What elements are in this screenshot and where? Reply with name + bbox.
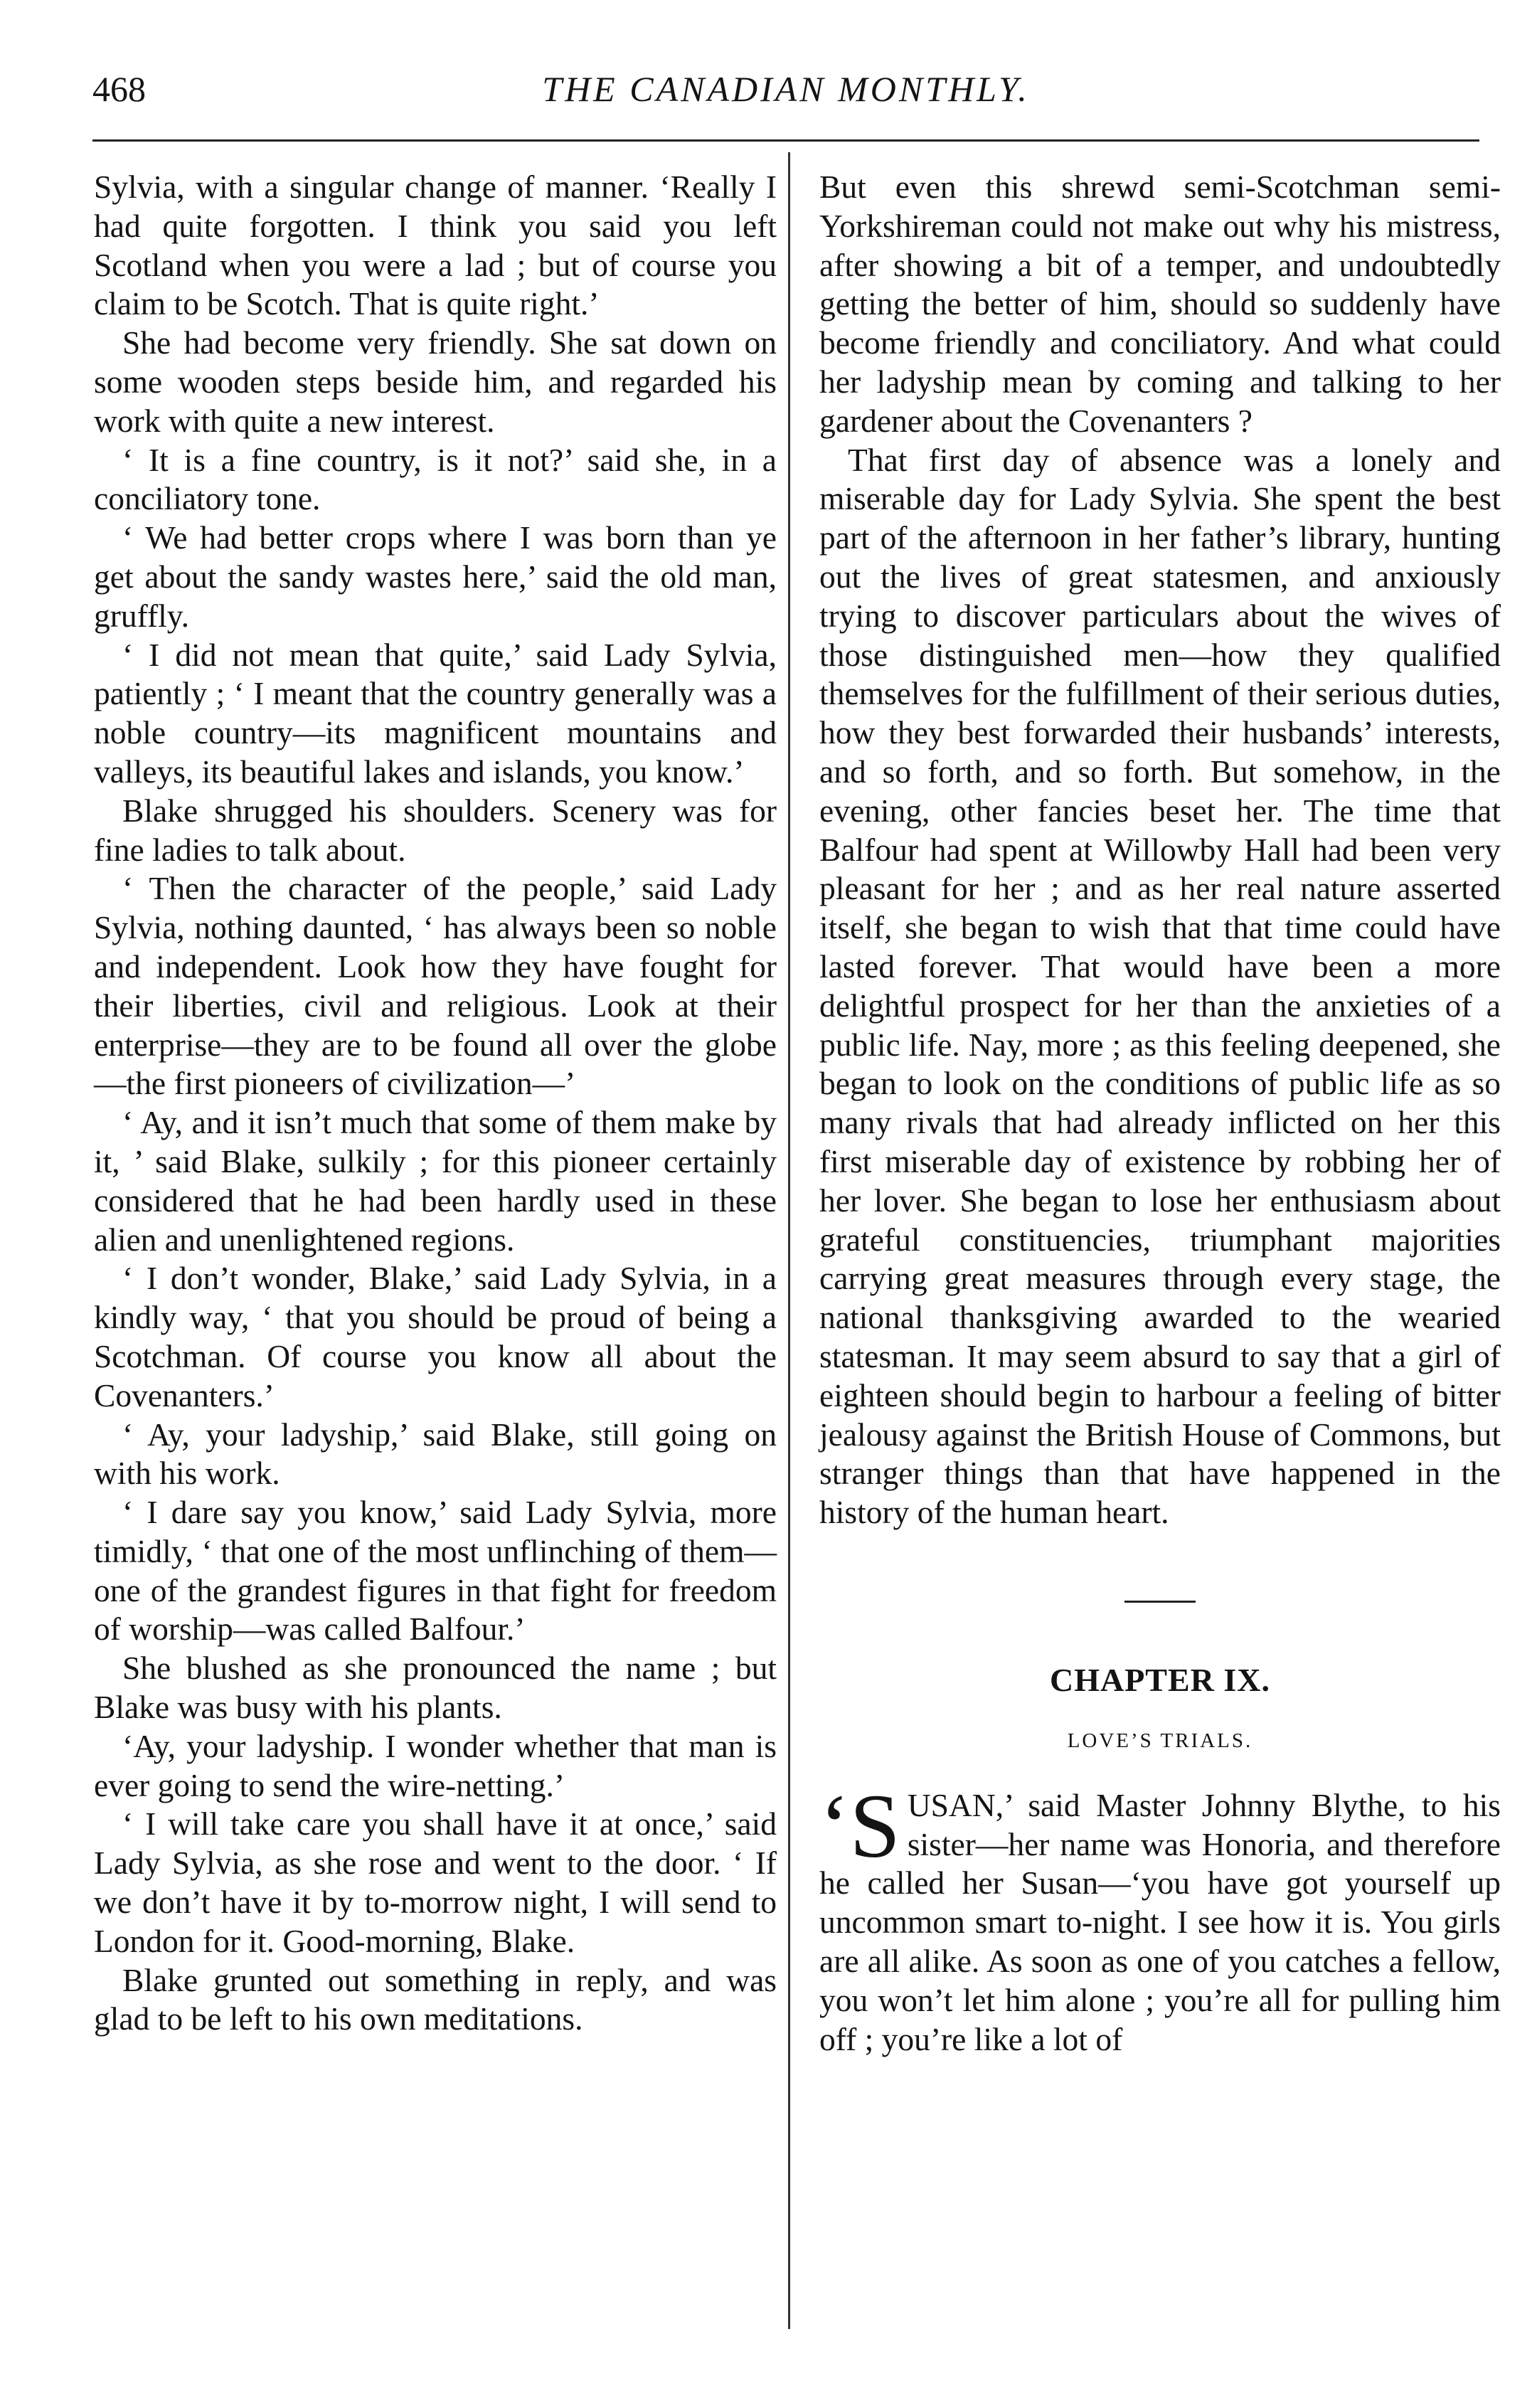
paragraph: ‘ Ay, and it isn’t much that some of them make by it, ’ said Blake, sulkily ; for this pioneer certainly considered that he had been hardly used in these alien and unenlightened regions.: [94, 1104, 777, 1258]
paragraph: ‘ I will take care you shall have it at once,’ said Lady Sylvia, as she rose and went to the door. ‘ If we don’t have it by to-morrow night, I will send to London for it. Good-morning, Blake.: [94, 1805, 777, 1959]
chapter-first-paragraph: [819, 1775, 1501, 2059]
paragraph: Blake shrugged his shoulders. Scenery was for fine ladies to talk about.: [94, 792, 777, 868]
chapter-subtitle: LOVE’S TRIALS.: [1067, 1729, 1253, 1752]
section-break-rule: [1124, 1601, 1196, 1603]
paragraph: ‘ Then the character of the people,’ said Lady Sylvia, nothing daunted, ‘ has always been so noble and independent. Look how they have fought for their liberties, civil and religious. Look at their enterprise—they are to be found all over the globe—the first pioneers of civilization—’: [94, 870, 777, 1102]
chapter-first-paragraph-text: USAN,’ said Master Johnny Blythe, to his sister—her name was Honoria, and therefore he called her Susan—‘you have got yourself up uncommon smart to-night. I see how it is. You girls are all alike. As soon as one of you catches a fellow, you won’t let him alone ; you’re all for pulling him off ; you’re like a lot of: [819, 1786, 1501, 2057]
paragraph: Sylvia, with a singular change of manner. ‘Really I had quite forgotten. I think you said you left Scotland when you were a lad ; but of course you claim to be Scotch. That is quite right.’: [94, 169, 777, 322]
paragraph: That first day of absence was a lonely and miserable day for Lady Sylvia. She spent the best part of the afternoon in her father’s library, hunting out the lives of great statesmen, and anxiously trying to discover particulars about the wives of those distinguished men—how they qualified themselves for the fulfillment of their serious duties, how they best forwarded their husbands’ interests, and so forth, and so forth. But somehow, in the evening, other fancies beset her. The time that Balfour had spent at Willowby Hall had been very pleasant for her ; and as her real nature asserted itself, she began to wish that that time could have lasted forever. That would have been a more delightful prospect for her than the anxieties of a public life. Nay, more ; as this feeling deepened, she began to look on the conditions of public life as so many rivals that had already inflicted on her this first miserable day of existence by robbing her of her lover. She began to lose her enthusiasm about grateful constituencies, triumphant majorities carrying great measures through every stage, the national thanksgiving awarded to the wearied statesman. It may seem absurd to say that a girl of eighteen should begin to harbour a feeling of bitter jealousy against the British House of Commons, but stranger things than that have happened in the history of the human heart.: [819, 441, 1501, 1531]
opening-quote: ‘: [819, 1775, 850, 1877]
paragraph: ‘ It is a fine country, is it not?’ said she, in a conciliatory tone.: [94, 441, 777, 517]
paragraph: ‘ Ay, your ladyship,’ said Blake, still going on with his work.: [94, 1416, 777, 1492]
right-column: [819, 168, 1501, 2059]
paragraph: Blake grunted out something in reply, and was glad to be left to his own meditations.: [94, 1961, 777, 2037]
paragraph: ‘ I did not mean that quite,’ said Lady Sylvia, patiently ; ‘ I meant that the country generally was a noble country—its magnificent mountains and valleys, its beautiful lakes and islands, you know.’: [94, 636, 777, 790]
chapter-heading: CHAPTER IX.: [1049, 1661, 1271, 1698]
paragraph: ‘Ay, your ladyship. I wonder whether that man is ever going to send the wire-netting.’: [94, 1727, 777, 1803]
paragraph: But even this shrewd semi-Scotchman semi-Yorkshireman could not make out why his mistress, after showing a bit of a temper, and undoubtedly getting the better of him, should so suddenly have become friendly and conciliatory. And what could her ladyship mean by coming and talking to her gardener about the Covenanters ?: [819, 169, 1501, 439]
drop-cap-letter: S: [849, 1775, 900, 1877]
paragraph: ‘ I don’t wonder, Blake,’ said Lady Sylvia, in a kindly way, ‘ that you should be proud of being a Scotchman. Of course you know all about the Covenanters.’: [94, 1260, 777, 1413]
page-number: 468: [92, 69, 146, 109]
paragraph: She blushed as she pronounced the name ; but Blake was busy with his plants.: [94, 1650, 777, 1726]
running-head: THE CANADIAN MONTHLY.: [542, 69, 1030, 109]
paragraph: ‘ We had better crops where I was born than ye get about the sandy wastes here,’ said the old man, gruffly.: [94, 519, 777, 634]
drop-cap-initial: [819, 1775, 900, 1877]
paragraph: She had become very friendly. She sat down on some wooden steps beside him, and regarded his work with quite a new interest.: [94, 324, 777, 439]
column-divider: [788, 152, 790, 2329]
page-header: [92, 68, 1479, 125]
left-column: [94, 168, 777, 2039]
paragraph: ‘ I dare say you know,’ said Lady Sylvia, more timidly, ‘ that one of the most unflinching of them—one of the grandest figures in that fight for freedom of worship—was called Balfour.’: [94, 1494, 777, 1648]
header-rule: [92, 139, 1479, 142]
